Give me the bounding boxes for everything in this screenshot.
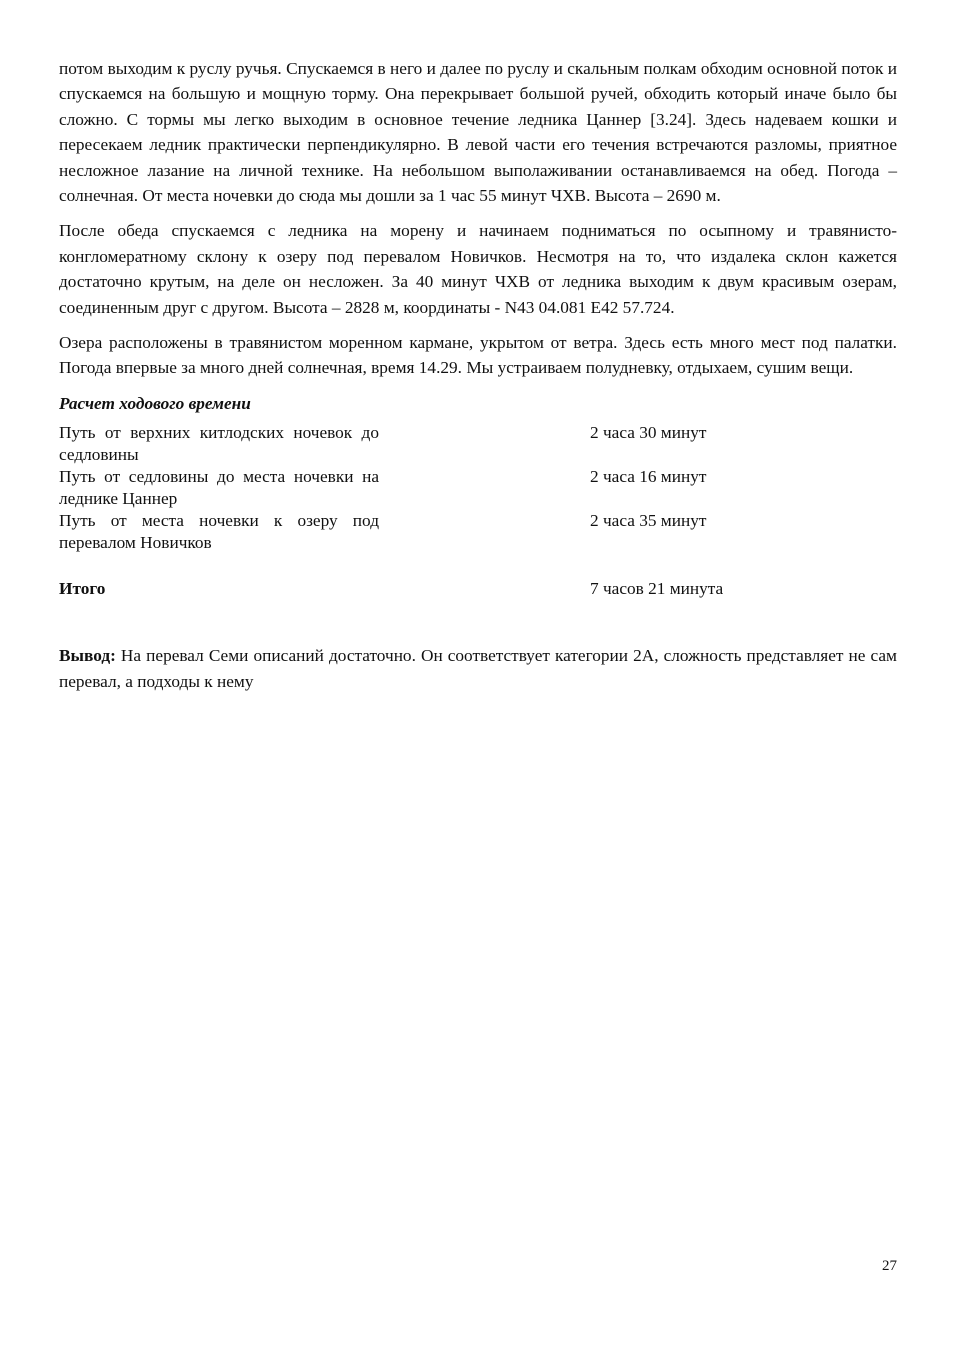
route-cell: Путь от места ночевки к озеру под перевалом Новичков [59, 511, 379, 553]
total-row [59, 576, 897, 601]
conclusion-lead: Вывод: [59, 646, 116, 666]
body-paragraph: потом выходим к руслу ручья. Спускаемся в него и далее по руслу и скальным полкам обходим основной поток и спускаемся на большую и мощную торму. Она перекрывает большой ручей, обходить который иначе было бы сложно. С тормы мы легко выходим в основное течение ледника Цаннер [3.24]. Здесь надеваем кошки и пересекаем ледник практически перпендикулярно. В левой части его течения встречаются разломы, приятное несложное лазание на личной технике. На небольшом выполаживании останавливаемся на обед. Погода – солнечная. От места ночевки до сюда мы дошли за 1 час 55 минут ЧХВ. Высота – 2690 м. [59, 59, 897, 206]
conclusion-paragraph [59, 643, 897, 694]
time-cell: 2 часа 16 минут [590, 467, 707, 487]
table-row [59, 510, 897, 554]
table-row [59, 422, 897, 466]
route-cell: Путь от седловины до места ночевки на леднике Цаннер [59, 467, 379, 509]
section-title: Расчет ходового времени [59, 393, 251, 413]
body-paragraph: После обеда спускаемся с ледника на морену и начинаем подниматься по осыпному и травянисто-конгломератному склону к озеру под перевалом Новичков. Несмотря на то, что издалека склон кажется достаточно крутым, на деле он несложен. За 40 минут ЧХВ от ледника выходим к двум красивым озерам, соединенным друг с другом. Высота – 2828 м, координаты - N43 04.081 E42 57.724. [59, 221, 897, 317]
table-row [59, 466, 897, 510]
timing-table [59, 422, 897, 554]
body-paragraph: Озера расположены в травянистом моренном кармане, укрытом от ветра. Здесь есть много мест под палатки. Погода впервые за много дней солнечная, время 14.29. Мы устраиваем полудневку, отдыхаем, сушим вещи. [59, 333, 897, 378]
route-cell: Путь от верхних китлодских ночевок до седловины [59, 423, 379, 465]
time-cell: 2 часа 30 минут [590, 423, 707, 443]
page-number: 27 [882, 1258, 897, 1274]
time-cell: 2 часа 35 минут [590, 511, 707, 531]
conclusion-text: На перевал Семи описаний достаточно. Он соответствует категории 2А, сложность представляет не сам перевал, а подходы к нему [59, 646, 897, 691]
total-label: Итого [59, 579, 106, 599]
document-page [59, 56, 897, 704]
total-value: 7 часов 21 минута [590, 579, 724, 599]
